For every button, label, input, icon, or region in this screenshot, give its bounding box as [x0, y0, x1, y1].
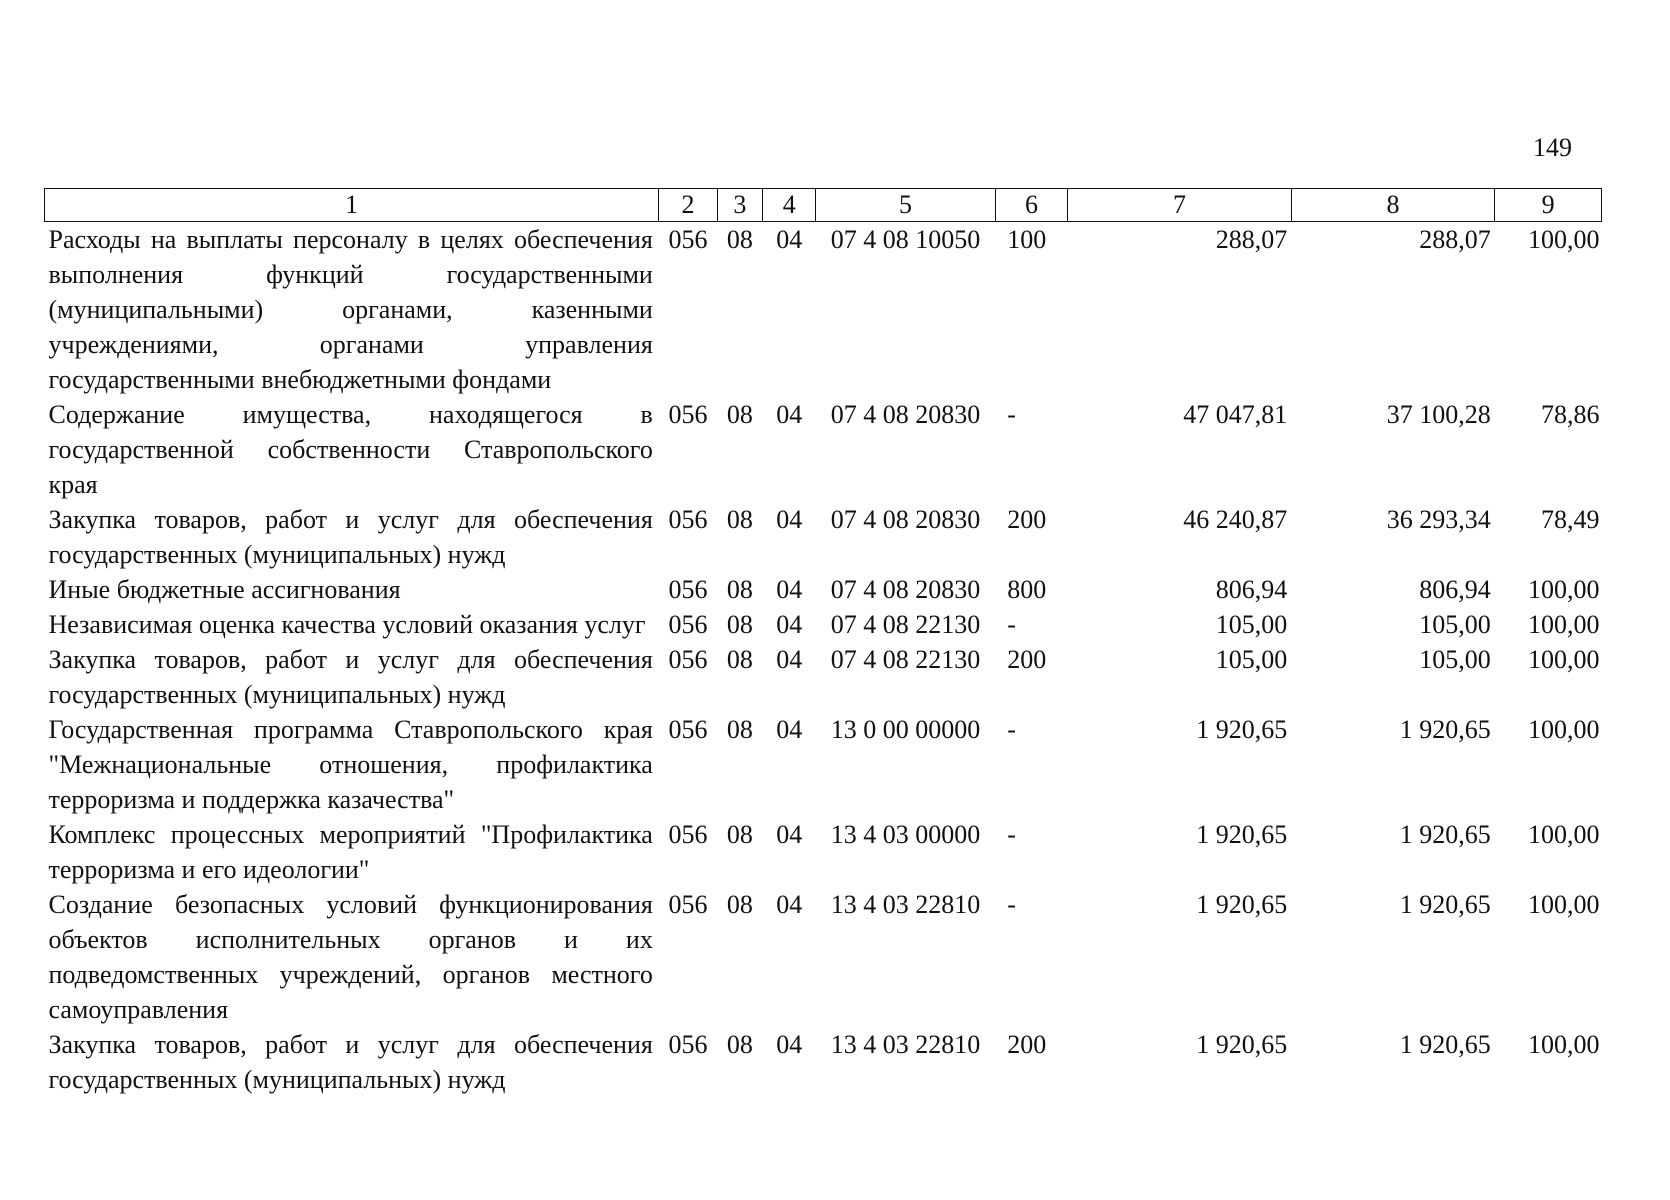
- row-amount-planned: 1 920,65: [1196, 890, 1288, 919]
- row-amount-executed: 37 100,28: [1386, 400, 1491, 429]
- row-code-article: 07 4 08 20830: [830, 575, 981, 604]
- row-code-article: 13 4 03 22810: [830, 890, 981, 919]
- row-code-expense-type: -: [1007, 820, 1016, 849]
- row-amount-planned: 105,00: [1215, 610, 1288, 639]
- table-row: [45, 1027, 1602, 1097]
- row-code-ministry: 056: [668, 610, 708, 639]
- row-name: Комплекс процессных мероприятий "Профилактика терроризма и его идеологии": [48, 820, 653, 884]
- row-percent: 100,00: [1528, 820, 1600, 849]
- row-amount-planned: 288,07: [1215, 225, 1288, 254]
- row-percent: 100,00: [1528, 575, 1600, 604]
- row-code-subsection: 04: [776, 225, 803, 254]
- row-percent: 78,49: [1541, 505, 1600, 534]
- row-amount-planned: 47 047,81: [1183, 400, 1288, 429]
- table-row: [45, 712, 1602, 817]
- row-amount-planned: 1 920,65: [1196, 715, 1288, 744]
- row-code-article: 07 4 08 20830: [830, 505, 981, 534]
- row-percent: 100,00: [1528, 645, 1600, 674]
- row-code-subsection: 04: [776, 505, 803, 534]
- row-amount-planned: 806,94: [1215, 575, 1288, 604]
- row-percent: 100,00: [1528, 715, 1600, 744]
- row-code-article: 13 4 03 00000: [830, 820, 981, 849]
- row-code-expense-type: -: [1007, 890, 1016, 919]
- header-cell-1: 1: [45, 189, 659, 222]
- row-percent: 100,00: [1528, 890, 1600, 919]
- table-row: [45, 502, 1602, 572]
- row-name: Содержание имущества, находящегося в государственной собственности Ставропольского края: [48, 400, 653, 499]
- row-percent: 100,00: [1528, 225, 1600, 254]
- row-code-section: 08: [726, 890, 753, 919]
- row-name: Государственная программа Ставропольского края "Межнациональные отношения, профилактика терроризма и поддержка казачества": [48, 715, 653, 814]
- table-row: [45, 817, 1602, 887]
- row-code-section: 08: [726, 820, 753, 849]
- row-name: Закупка товаров, работ и услуг для обеспечения государственных (муниципальных) нужд: [48, 645, 653, 709]
- row-code-expense-type: -: [1007, 715, 1016, 744]
- header-cell-4: 4: [763, 189, 816, 222]
- row-code-subsection: 04: [776, 820, 803, 849]
- row-code-expense-type: -: [1007, 610, 1016, 639]
- row-code-section: 08: [726, 645, 753, 674]
- row-code-subsection: 04: [776, 400, 803, 429]
- row-code-article: 07 4 08 22130: [830, 645, 981, 674]
- row-code-subsection: 04: [776, 610, 803, 639]
- row-percent: 78,86: [1541, 400, 1600, 429]
- row-code-section: 08: [726, 505, 753, 534]
- row-code-expense-type: 200: [1007, 645, 1047, 674]
- row-code-ministry: 056: [668, 715, 708, 744]
- row-amount-executed: 288,07: [1419, 225, 1491, 254]
- row-amount-executed: 105,00: [1419, 645, 1491, 674]
- row-name: Создание безопасных условий функционирования объектов исполнительных органов и их подведомственных учреждений, органов местного самоуправления: [48, 890, 653, 1024]
- budget-table: [44, 188, 1602, 1097]
- row-code-section: 08: [726, 225, 753, 254]
- row-code-section: 08: [726, 575, 753, 604]
- row-name: Независимая оценка качества условий оказания услуг: [48, 610, 646, 639]
- row-amount-planned: 105,00: [1215, 645, 1288, 674]
- row-code-ministry: 056: [668, 1030, 708, 1059]
- table-row: [45, 887, 1602, 1027]
- row-code-expense-type: 200: [1007, 1030, 1047, 1059]
- row-code-ministry: 056: [668, 820, 708, 849]
- row-amount-executed: 1 920,65: [1399, 890, 1491, 919]
- row-code-section: 08: [726, 1030, 753, 1059]
- row-code-article: 13 4 03 22810: [830, 1030, 981, 1059]
- row-code-subsection: 04: [776, 1030, 803, 1059]
- row-amount-executed: 36 293,34: [1386, 505, 1491, 534]
- header-cell-7: 7: [1068, 189, 1292, 222]
- row-name: Иные бюджетные ассигнования: [48, 575, 401, 604]
- row-code-subsection: 04: [776, 645, 803, 674]
- row-code-article: 07 4 08 20830: [830, 400, 981, 429]
- table-row: [45, 222, 1602, 398]
- row-code-article: 07 4 08 22130: [830, 610, 981, 639]
- page-number: 149: [1533, 133, 1572, 162]
- header-cell-5: 5: [816, 189, 995, 222]
- row-code-article: 13 0 00 00000: [830, 715, 981, 744]
- row-code-section: 08: [726, 400, 753, 429]
- row-code-ministry: 056: [668, 400, 708, 429]
- header-cell-9: 9: [1495, 189, 1602, 222]
- row-code-ministry: 056: [668, 505, 708, 534]
- row-code-expense-type: 100: [1007, 225, 1047, 254]
- row-code-expense-type: 200: [1007, 505, 1047, 534]
- row-name: Закупка товаров, работ и услуг для обеспечения государственных (муниципальных) нужд: [48, 1030, 653, 1094]
- table-row: [45, 397, 1602, 502]
- row-code-section: 08: [726, 610, 753, 639]
- row-code-ministry: 056: [668, 575, 708, 604]
- row-code-subsection: 04: [776, 575, 803, 604]
- row-code-section: 08: [726, 715, 753, 744]
- header-row: [45, 189, 1602, 222]
- table-row: [45, 572, 1602, 607]
- row-percent: 100,00: [1528, 1030, 1600, 1059]
- table-row: [45, 642, 1602, 712]
- row-percent: 100,00: [1528, 610, 1600, 639]
- row-amount-planned: 1 920,65: [1196, 1030, 1288, 1059]
- row-name: Закупка товаров, работ и услуг для обеспечения государственных (муниципальных) нужд: [48, 505, 653, 569]
- row-code-ministry: 056: [668, 890, 708, 919]
- row-amount-executed: 806,94: [1419, 575, 1491, 604]
- row-amount-executed: 1 920,65: [1399, 820, 1491, 849]
- row-code-expense-type: -: [1007, 400, 1016, 429]
- row-code-article: 07 4 08 10050: [830, 225, 981, 254]
- header-cell-8: 8: [1291, 189, 1494, 222]
- row-amount-executed: 105,00: [1419, 610, 1491, 639]
- row-code-ministry: 056: [668, 225, 708, 254]
- row-code-subsection: 04: [776, 890, 803, 919]
- row-code-subsection: 04: [776, 715, 803, 744]
- row-amount-planned: 46 240,87: [1183, 505, 1288, 534]
- row-name: Расходы на выплаты персоналу в целях обеспечения выполнения функций государственными (муниципальными) органами, казенными учреждениями, органами управления государственными внебюджетными фондами: [48, 225, 653, 394]
- row-code-expense-type: 800: [1007, 575, 1047, 604]
- table-row: [45, 607, 1602, 642]
- header-cell-6: 6: [995, 189, 1068, 222]
- header-cell-2: 2: [659, 189, 717, 222]
- header-cell-3: 3: [717, 189, 762, 222]
- row-amount-executed: 1 920,65: [1399, 1030, 1491, 1059]
- row-code-ministry: 056: [668, 645, 708, 674]
- row-amount-planned: 1 920,65: [1196, 820, 1288, 849]
- row-amount-executed: 1 920,65: [1399, 715, 1491, 744]
